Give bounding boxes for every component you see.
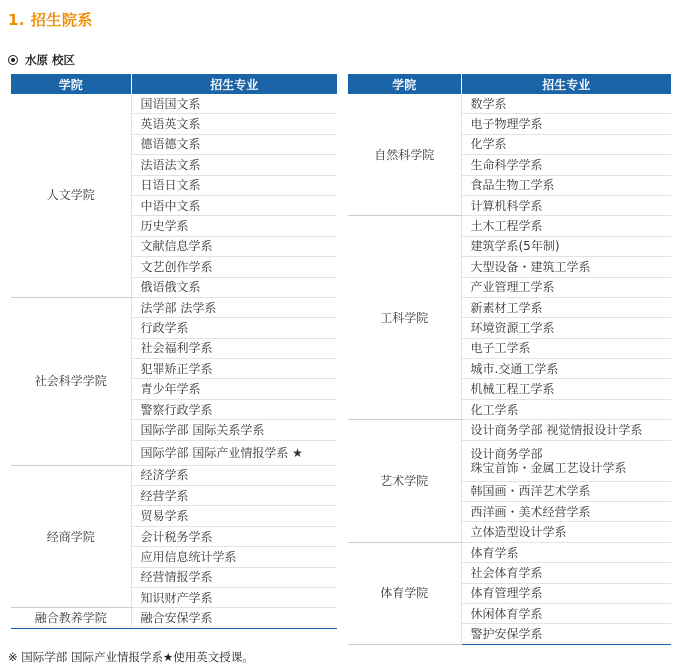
major-name: 土木工程学系: [461, 216, 671, 236]
college-name: 艺术学院: [348, 420, 461, 543]
header-major: 招生专业: [131, 74, 337, 94]
major-name: 社会福利学系: [131, 338, 337, 358]
major-name: 机械工程工学系: [461, 379, 671, 399]
major-name: 城市.交通工学系: [461, 359, 671, 379]
major-name: 环境资源工学系: [461, 318, 671, 338]
college-name: 自然科学院: [348, 94, 461, 216]
major-name: 行政学系: [131, 318, 337, 338]
major-name: 俄语俄文系: [131, 277, 337, 297]
major-name: 建筑学系(5年制): [461, 236, 671, 256]
table-row: [348, 542, 671, 562]
college-name: 人文学院: [11, 94, 131, 297]
major-name: 文艺创作学系: [131, 257, 337, 277]
major-name: 体育学系: [461, 542, 671, 562]
table-row: [348, 216, 671, 236]
college-name: 经商学院: [11, 465, 131, 608]
major-name: 知识财产学系: [131, 587, 337, 607]
campus-label: [8, 52, 75, 68]
major-name: 生命科学学系: [461, 155, 671, 175]
table-row: [11, 297, 337, 317]
table-row: [11, 94, 337, 114]
major-name: 英语英文系: [131, 114, 337, 134]
radio-bullet-icon: [8, 55, 18, 65]
major-name: 产业管理工学系: [461, 277, 671, 297]
major-name: 经营情报学系: [131, 567, 337, 587]
campus-name: 水原 校区: [25, 53, 76, 67]
major-name: 法学部 法学系: [131, 297, 337, 317]
major-name: 警察行政学系: [131, 399, 337, 419]
major-name: 文献信息学系: [131, 236, 337, 256]
major-name: 中语中文系: [131, 195, 337, 215]
section-title: 1. 招生院系: [8, 11, 93, 29]
major-name: 立体造型设计学系: [461, 522, 671, 542]
header-major: 招生专业: [461, 74, 671, 94]
major-name: 韩国画・西洋艺术学系: [461, 481, 671, 501]
major-name: 计算机科学系: [461, 195, 671, 215]
major-name: 体育管理学系: [461, 583, 671, 603]
major-name: 国语国文系: [131, 94, 337, 114]
table-row: [11, 465, 337, 485]
major-name: 融合安保学系: [131, 608, 337, 628]
major-name: 电子工学系: [461, 338, 671, 358]
major-name: 社会体育学系: [461, 563, 671, 583]
major-name: 国际学部 国际产业情报学系 ★: [131, 440, 337, 465]
major-name: 化工学系: [461, 399, 671, 419]
college-name: 体育学院: [348, 542, 461, 644]
major-name: 贸易学系: [131, 506, 337, 526]
table-row: [348, 420, 671, 440]
major-name: 化学系: [461, 134, 671, 154]
major-name: 休闲体育学系: [461, 603, 671, 623]
right-majors-table: [348, 74, 671, 645]
table-row: [11, 608, 337, 628]
college-name: 融合教养学院: [11, 608, 131, 628]
major-name: 青少年学系: [131, 379, 337, 399]
major-name: 经济学系: [131, 465, 337, 485]
table-row: [348, 94, 671, 114]
header-college: 学院: [11, 74, 131, 94]
left-majors-table: [11, 74, 337, 629]
major-name: 法语法文系: [131, 155, 337, 175]
major-name: 德语德文系: [131, 134, 337, 154]
major-name: 食品生物工学系: [461, 175, 671, 195]
major-name: 犯罪矫正学系: [131, 359, 337, 379]
major-name: 电子物理学系: [461, 114, 671, 134]
major-name: 应用信息统计学系: [131, 547, 337, 567]
major-name: 警护安保学系: [461, 624, 671, 644]
major-name: 西洋画・美术经营学系: [461, 502, 671, 522]
major-name: 会计税务学系: [131, 526, 337, 546]
major-name: 日语日文系: [131, 175, 337, 195]
major-name: 设计商务学部 视觉情报设计学系: [461, 420, 671, 440]
major-name: 新素材工学系: [461, 297, 671, 317]
major-name: 数学系: [461, 94, 671, 114]
college-name: 社会科学学院: [11, 297, 131, 465]
major-name: 经营学系: [131, 486, 337, 506]
major-name: 设计商务学部 珠宝首饰・金属工艺设计学系: [461, 440, 671, 481]
major-name: 大型设备・建筑工学系: [461, 257, 671, 277]
major-name: 国际学部 国际关系学系: [131, 420, 337, 440]
major-name: 历史学系: [131, 216, 337, 236]
header-college: 学院: [348, 74, 461, 94]
college-name: 工科学院: [348, 216, 461, 420]
footnote: ※ 国际学部 国际产业情报学系★使用英文授课。: [8, 650, 254, 664]
